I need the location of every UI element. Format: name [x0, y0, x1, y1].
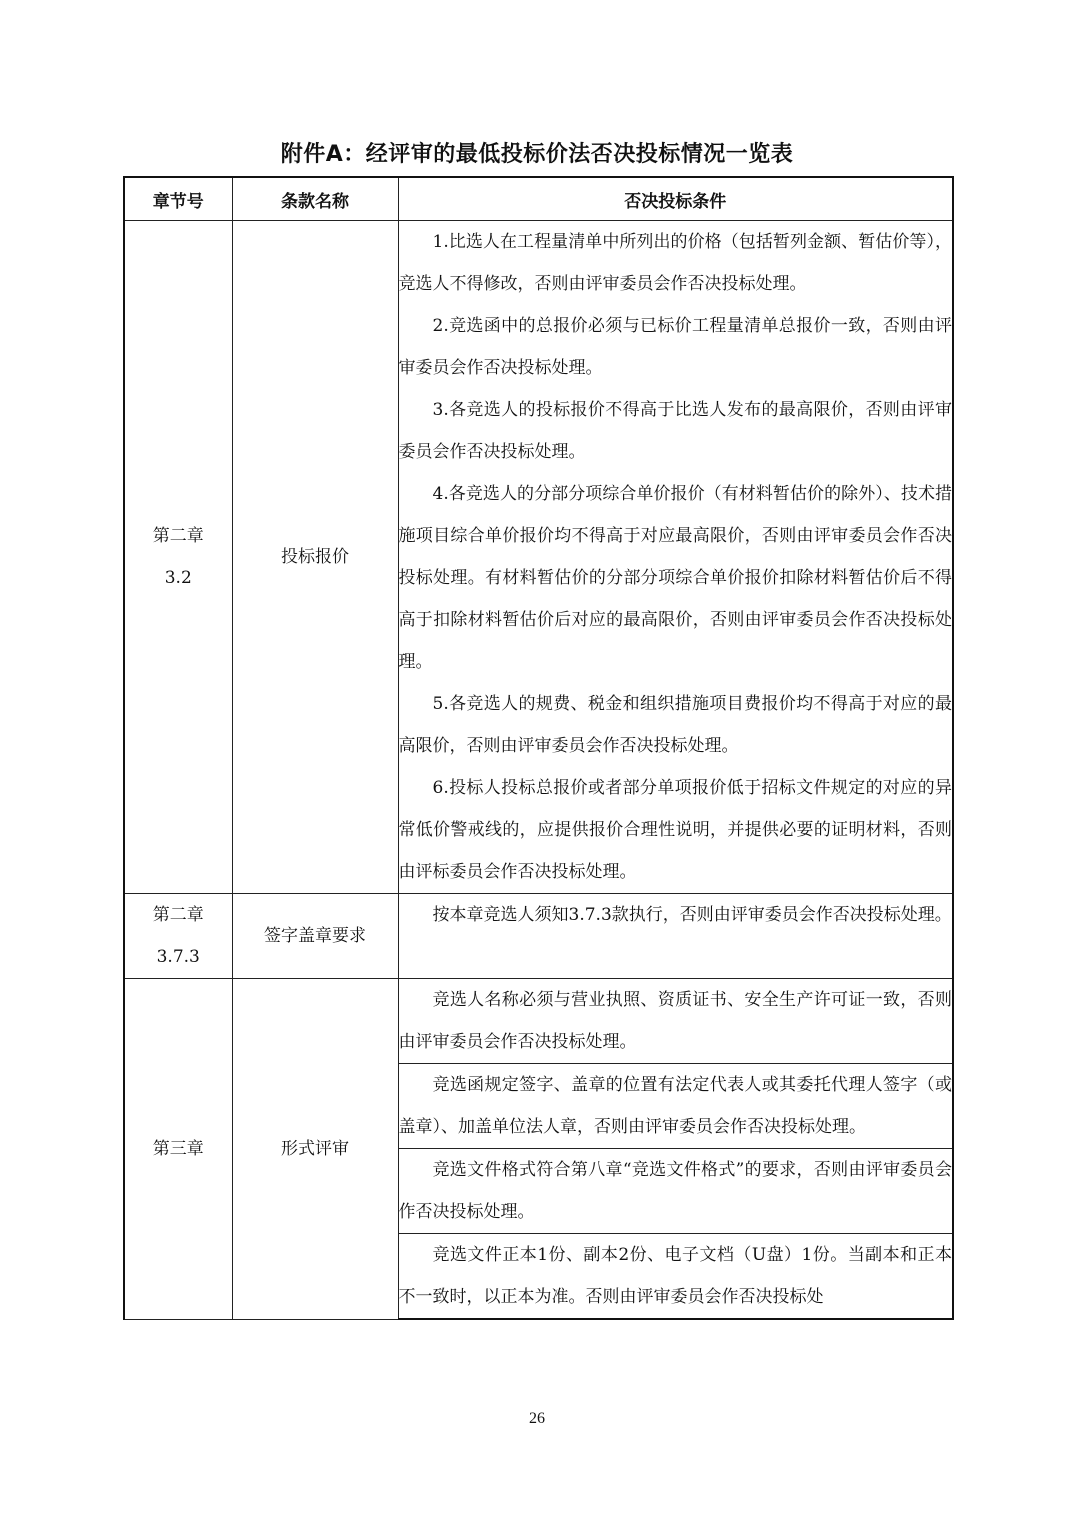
chapter-cell: [124, 894, 232, 979]
table-row: [124, 894, 953, 979]
page-number: 26: [529, 1410, 545, 1427]
condition-cell: [398, 1234, 953, 1320]
table-row: [124, 221, 953, 894]
chapter-cell: [124, 979, 232, 1320]
condition-cell: [398, 979, 953, 1064]
condition-text: 竞选函规定签字、盖章的位置有法定代表人或其委托代理人签字（或盖章）、加盖单位法人章，否则由评审委员会作否决投标处理。: [398, 1075, 952, 1137]
chapter-label: 第三章: [152, 1138, 204, 1159]
condition-cell: [398, 1149, 953, 1234]
header-chapter: 章节号: [124, 177, 232, 221]
section-number: 3.2: [164, 568, 192, 588]
header-clause: 条款名称: [232, 177, 398, 221]
condition-text: 5.各竞选人的规费、税金和组织措施项目费报价均不得高于对应的最高限价，否则由评审委员会作否决投标处理。: [398, 694, 952, 756]
table-row: [124, 979, 953, 1064]
clause-name: 投标报价: [232, 221, 398, 894]
header-conditions: 否决投标条件: [398, 177, 953, 221]
condition-cell: [398, 1064, 953, 1149]
chapter-cell: [124, 221, 232, 894]
chapter-label: 第二章: [152, 526, 204, 546]
condition-text: 6.投标人投标总报价或者部分单项报价低于招标文件规定的对应的异常低价警戒线的，应提供报价合理性说明，并提供必要的证明材料，否则由评标委员会作否决投标处理。: [398, 778, 952, 882]
rejection-criteria-table: [123, 176, 954, 1320]
clause-name: 签字盖章要求: [232, 894, 398, 979]
condition-text: 2.竞选函中的总报价必须与已标价工程量清单总报价一致，否则由评审委员会作否决投标处理。: [398, 316, 952, 378]
condition-cell: [398, 894, 953, 979]
condition-text: 竞选人名称必须与营业执照、资质证书、安全生产许可证一致，否则由评审委员会作否决投标处理。: [398, 990, 952, 1052]
page-title: 附件A：经评审的最低投标价法否决投标情况一览表: [280, 142, 794, 167]
chapter-label: 第二章: [152, 905, 204, 925]
condition-text: 按本章竞选人须知3.7.3款执行，否则由评审委员会作否决投标处理。: [432, 905, 952, 925]
condition-text: 1.比选人在工程量清单中所列出的价格（包括暂列金额、暂估价等），竞选人不得修改，否则由评审委员会作否决投标处理。: [398, 232, 952, 294]
condition-text: 竞选文件正本1份、副本2份、电子文档（U盘）1份。当副本和正本不一致时，以正本为准。否则由评审委员会作否决投标处: [398, 1245, 952, 1307]
condition-text: 4.各竞选人的分部分项综合单价报价（有材料暂估价的除外）、技术措施项目综合单价报价均不得高于对应最高限价，否则由评审委员会作否决投标处理。有材料暂估价的分部分项综合单价报价扣除材料暂估价后不得高于扣除材料暂估价后对应的最高限价，否则由评审委员会作否决投标处理。: [398, 484, 952, 672]
clause-name: 形式评审: [232, 979, 398, 1320]
condition-cell: [398, 221, 953, 894]
section-number: 3.7.3: [156, 947, 200, 967]
condition-text: 3.各竞选人的投标报价不得高于比选人发布的最高限价，否则由评审委员会作否决投标处理。: [398, 400, 952, 462]
table-header-row: [124, 177, 953, 221]
condition-text: 竞选文件格式符合第八章“竞选文件格式”的要求，否则由评审委员会作否决投标处理。: [398, 1160, 952, 1222]
